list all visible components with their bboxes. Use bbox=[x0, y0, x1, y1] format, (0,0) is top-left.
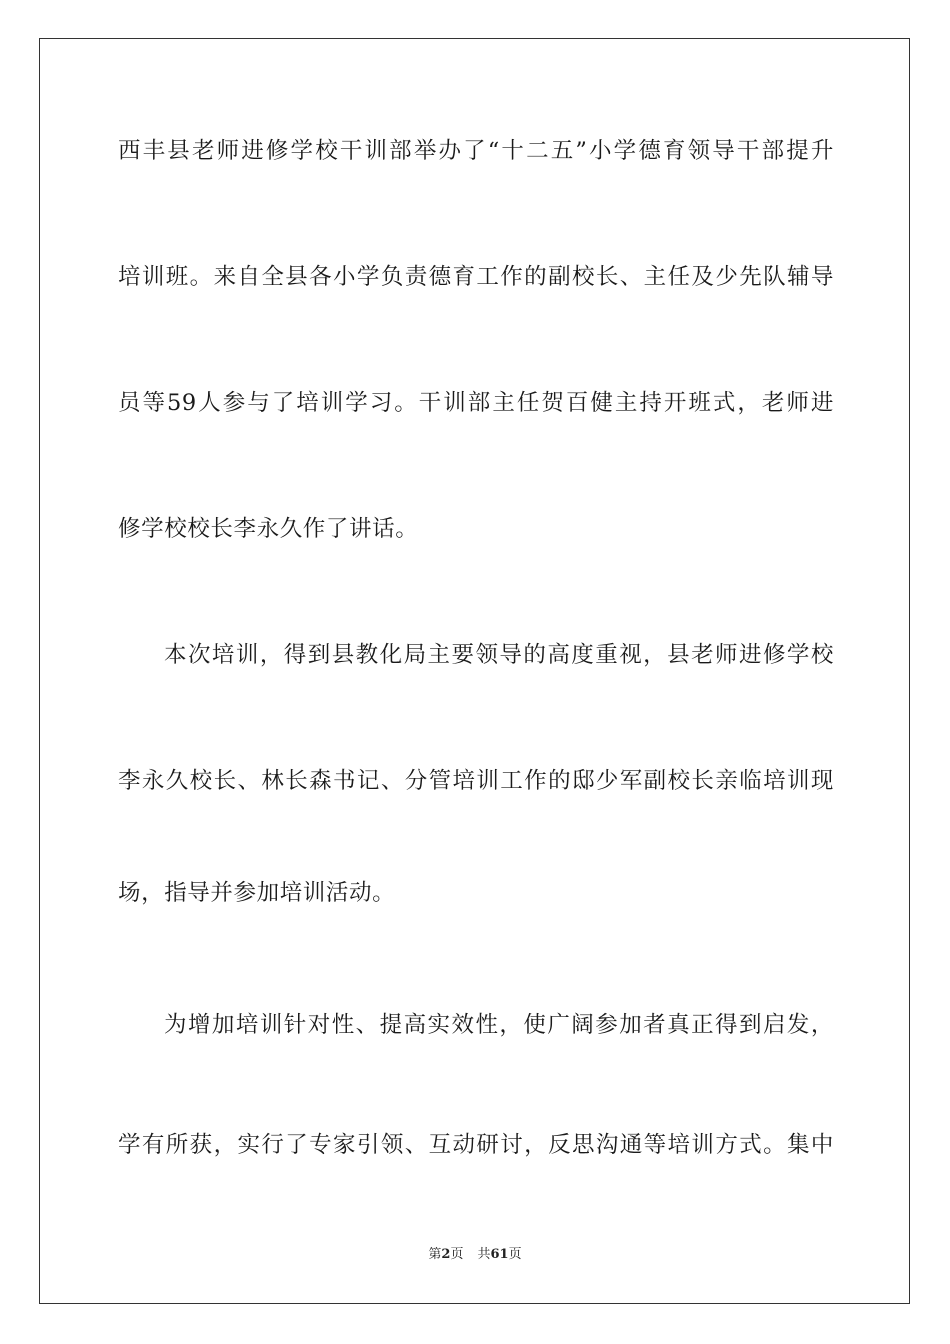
total-pages: 61 bbox=[490, 1247, 509, 1262]
paragraph-first-line: 为增加培训针对性、提高实效性，使广阔参加者真正得到启发， bbox=[164, 1012, 834, 1038]
total-label-prefix: 共 bbox=[477, 1247, 491, 1262]
page-label-prefix: 第 bbox=[428, 1247, 442, 1262]
text-line: 培训班。来自全县各小学负责德育工作的副校长、主任及少先队辅导 bbox=[118, 264, 834, 290]
total-label-suffix: 页 bbox=[508, 1247, 522, 1262]
page-label-suffix: 页 bbox=[450, 1247, 464, 1262]
text-line: 员等59人参与了培训学习。干训部主任贺百健主持开班式，老师进 bbox=[118, 390, 834, 416]
text-line: 李永久校长、林长森书记、分管培训工作的邸少军副校长亲临培训现 bbox=[118, 768, 834, 794]
text-line: 修学校校长李永久作了讲话。 bbox=[118, 516, 419, 542]
text-line: 学有所获，实行了专家引领、互动研讨，反思沟通等培训方式。集中 bbox=[118, 1132, 834, 1158]
paragraph-first-line: 本次培训，得到县教化局主要领导的高度重视，县老师进修学校 bbox=[164, 642, 834, 668]
page-footer bbox=[0, 1246, 950, 1264]
text-line: 西丰县老师进修学校干训部举办了“十二五”小学德育领导干部提升 bbox=[118, 138, 834, 164]
page-number: 2 bbox=[441, 1247, 451, 1262]
text-line: 场，指导并参加培训活动。 bbox=[118, 880, 396, 906]
page-border bbox=[39, 38, 910, 1304]
